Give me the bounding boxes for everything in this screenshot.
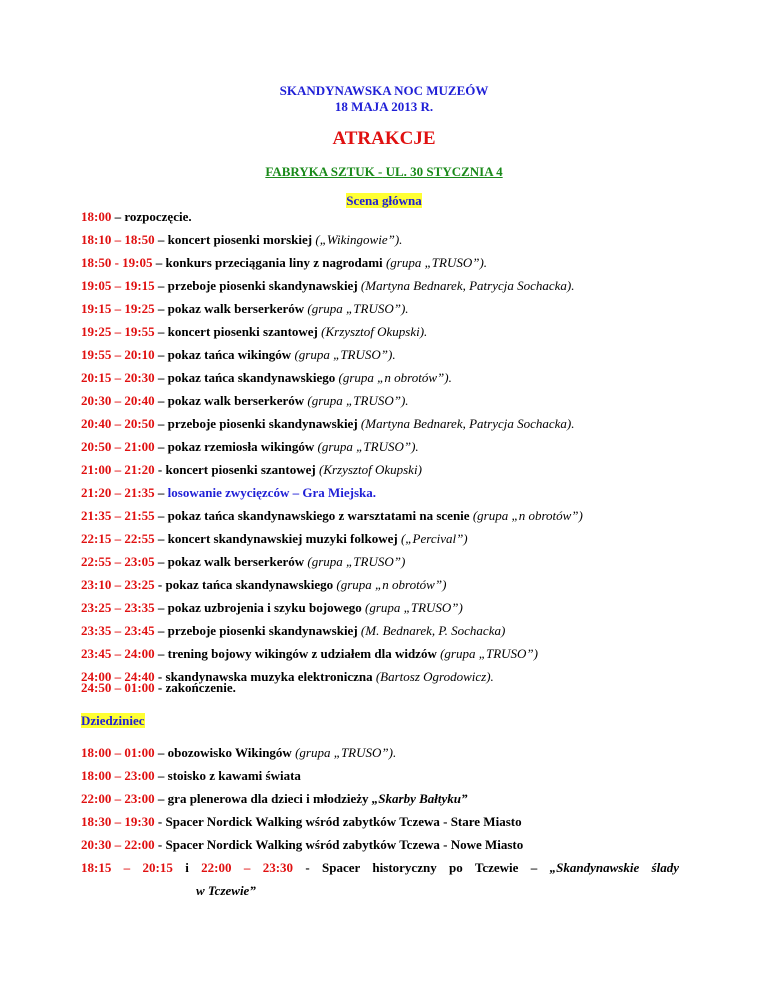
schedule-row: 22:15 – 22:55 – koncert skandynawskiej muzyki folkowej („Percival”): [81, 531, 468, 546]
schedule-row: 20:30 – 20:40 – pokaz walk berserkerów (grupa „TRUSO”).: [81, 393, 409, 408]
schedule-row: 18:00 – rozpoczęcie.: [81, 209, 192, 224]
schedule-row: 20:40 – 20:50 – przeboje piosenki skandynawskiej (Martyna Bednarek, Patrycja Sochacka).: [81, 416, 575, 431]
schedule-row-end: 24:50 – 01:00 - zakończenie.: [81, 680, 236, 695]
event-title: SKANDYNAWSKA NOC MUZEÓW: [279, 83, 489, 98]
schedule-row: 21:00 – 21:20 - koncert piosenki szantowej (Krzysztof Okupski): [81, 462, 422, 477]
schedule-row: 22:55 – 23:05 – pokaz walk berserkerów (grupa „TRUSO”): [81, 554, 406, 569]
schedule-row: 20:15 – 20:30 – pokaz tańca skandynawskiego (grupa „n obrotów”).: [81, 370, 452, 385]
schedule-row-lottery: 21:20 – 21:35 – losowanie zwycięzców – Gra Miejska.: [81, 485, 376, 500]
attractions-heading: ATRAKCJE: [332, 128, 436, 149]
schedule-row: 20:50 – 21:00 – pokaz rzemiosła wikingów (grupa „TRUSO”).: [81, 439, 419, 454]
venue-address: [0, 164, 768, 180]
courtyard-row: 18:00 – 01:00 – obozowisko Wikingów (grupa „TRUSO”).: [81, 745, 397, 760]
venue-name: FABRYKA SZTUK -: [265, 164, 383, 179]
venue-street: UL. 30 STYCZNIA 4: [382, 164, 503, 179]
schedule-row: 19:05 – 19:15 – przeboje piosenki skandynawskiej (Martyna Bednarek, Patrycja Sochacka).: [81, 278, 575, 293]
schedule-row: 18:50 - 19:05 – konkurs przeciągania liny z nagrodami (grupa „TRUSO”).: [81, 255, 488, 270]
schedule-row: 24:00 – 24:40 - skandynawska muzyka elektroniczna (Bartosz Ogrodowicz).: [81, 669, 494, 684]
schedule-row: 23:25 – 23:35 – pokaz uzbrojenia i szyku bojowego (grupa „TRUSO”): [81, 600, 463, 615]
schedule-row: 19:25 – 19:55 – koncert piosenki szantowej (Krzysztof Okupski).: [81, 324, 428, 339]
schedule-row: 21:35 – 21:55 – pokaz tańca skandynawskiego z warsztatami na scenie (grupa „n obrotów”): [81, 508, 583, 523]
schedule-row: 18:10 – 18:50 – koncert piosenki morskiej („Wikingowie”).: [81, 232, 403, 247]
event-date: 18 MAJA 2013 R.: [334, 99, 434, 114]
section-courtyard-heading: Dziedziniec: [81, 713, 145, 728]
courtyard-row: 22:00 – 23:00 – gra plenerowa dla dzieci i młodzieży „Skarby Bałtyku”: [81, 791, 468, 806]
courtyard-row-walk-cont: w Tczewie”: [196, 883, 256, 898]
courtyard-row: 18:30 – 19:30 - Spacer Nordick Walking wśród zabytków Tczewa - Stare Miasto: [81, 814, 522, 829]
schedule-row: 23:10 – 23:25 - pokaz tańca skandynawskiego (grupa „n obrotów”): [81, 577, 447, 592]
schedule-row: 23:35 – 23:45 – przeboje piosenki skandynawskiej (M. Bednarek, P. Sochacka): [81, 623, 506, 638]
courtyard-row: 18:00 – 23:00 – stoisko z kawami świata: [81, 768, 301, 783]
schedule-row: 19:15 – 19:25 – pokaz walk berserkerów (grupa „TRUSO”).: [81, 301, 409, 316]
section-main-stage-heading: Scena główna: [346, 193, 422, 208]
courtyard-row: 20:30 – 22:00 - Spacer Nordick Walking wśród zabytków Tczewa - Nowe Miasto: [81, 837, 524, 852]
courtyard-row-walk: 18:15 – 20:15 i 22:00 – 23:30 - Spacer historyczny po Tczewie – „Skandynawskie ślady: [81, 860, 679, 875]
schedule-row: 23:45 – 24:00 – trening bojowy wikingów z udziałem dla widzów (grupa „TRUSO”): [81, 646, 538, 661]
schedule-row: 19:55 – 20:10 – pokaz tańca wikingów (grupa „TRUSO”).: [81, 347, 396, 362]
